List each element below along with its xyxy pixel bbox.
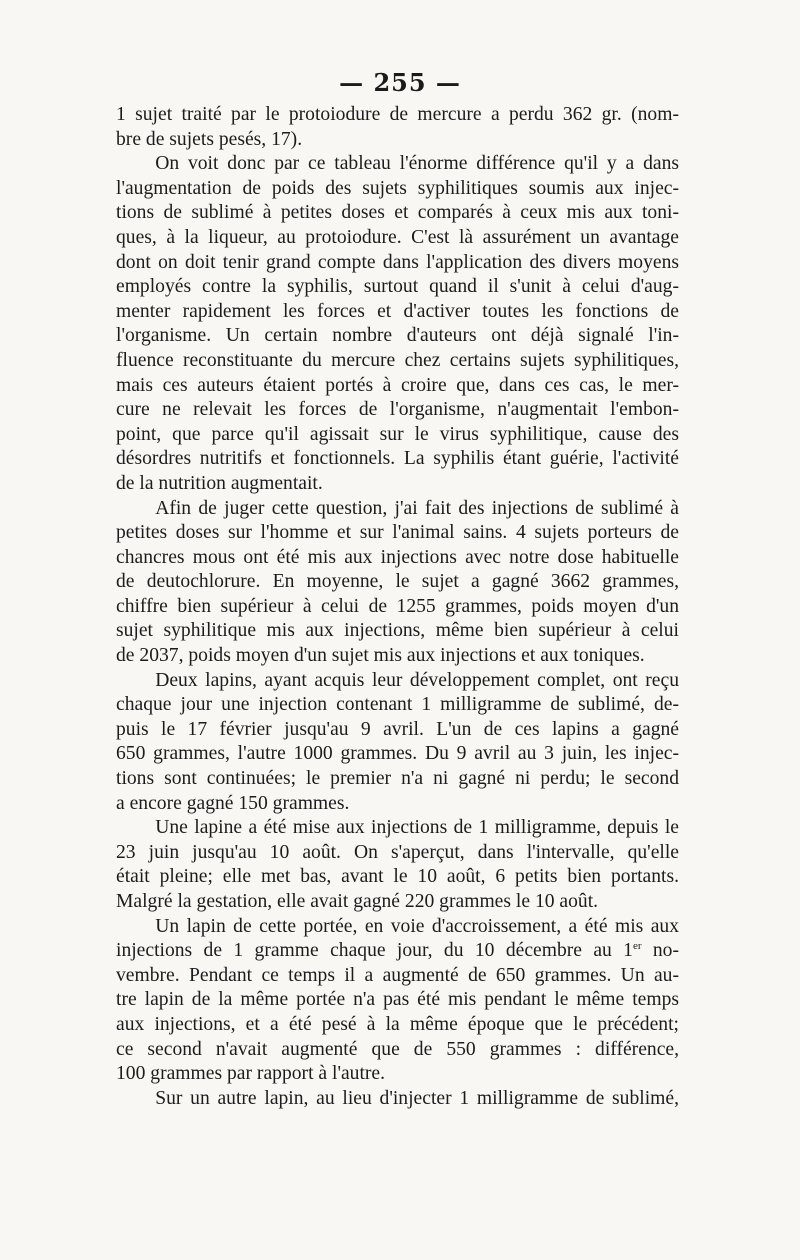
text-line: était pleine; elle met bas, avant le 10 août, 6 petits bien portants.: [116, 866, 679, 888]
text-line: puis le 17 février jusqu'au 9 avril. L'un de ces lapins a gagné: [116, 718, 679, 740]
text-line: de la nutrition augmentait.: [116, 472, 323, 494]
text-line: Un lapin de cette portée, en voie d'accroissement, a été mis aux: [155, 915, 679, 937]
paragraph: [116, 152, 679, 496]
paragraph: [116, 497, 679, 669]
text-line: Deux lapins, ayant acquis leur développement complet, ont reçu: [155, 669, 679, 691]
page-number: — 255 —: [339, 68, 461, 97]
text-line: injections de 1 gramme chaque jour, du 10 décembre au 1er no-: [116, 940, 679, 962]
text-line: employés contre la syphilis, surtout quand il s'unit à celui d'aug-: [116, 276, 679, 298]
text-line: chaque jour une injection contenant 1 milligramme de sublimé, de-: [116, 694, 679, 716]
text-line: sujet syphilitique mis aux injections, même bien supérieur à celui: [116, 620, 679, 642]
text-line: dont on doit tenir grand compte dans l'application des divers moyens: [116, 251, 679, 273]
text-line: de deutochlorure. En moyenne, le sujet a gagné 3662 grammes,: [116, 571, 679, 593]
paragraph: [116, 816, 679, 914]
text-line: désordres nutritifs et fonctionnels. La syphilis étant guérie, l'activité: [116, 448, 679, 470]
paragraph: [116, 669, 679, 817]
text-line: a encore gagné 150 grammes.: [116, 792, 350, 814]
superscript-text: er: [632, 940, 642, 953]
text-line: point, que parce qu'il agissait sur le virus syphilitique, cause des: [116, 423, 679, 445]
text-line: Malgré la gestation, elle avait gagné 220 grammes le 10 août.: [116, 891, 599, 912]
body-text: [116, 103, 679, 1111]
text-line: Sur un autre lapin, au lieu d'injecter 1 milligramme de sublimé,: [155, 1087, 679, 1109]
text-line: de 2037, poids moyen d'un sujet mis aux injections et aux toniques.: [116, 645, 645, 667]
text-line: tions de sublimé à petites doses et comparés à ceux mis aux toni-: [116, 202, 679, 224]
text-line: petites doses sur l'homme et sur l'animal sains. 4 sujets porteurs de: [116, 522, 679, 544]
text-line: aux injections, et a été pesé à la même époque que le précédent;: [116, 1013, 679, 1035]
text-line: On voit donc par ce tableau l'énorme différence qu'il y a dans: [155, 153, 679, 175]
text-line: ce second n'avait augmenté que de 550 grammes : différence,: [116, 1038, 679, 1060]
text-line: 1 sujet traité par le protoiodure de mercure a perdu 362 gr. (nom-: [116, 104, 679, 125]
text-line: l'augmentation de poids des sujets syphilitiques soumis aux injec-: [116, 177, 679, 199]
text-line: cure ne relevait les forces de l'organisme, n'augmentait l'embon-: [116, 399, 679, 421]
text-line: 23 juin jusqu'au 10 août. On s'aperçut, dans l'intervalle, qu'elle: [116, 841, 679, 863]
text-line: chiffre bien supérieur à celui de 1255 grammes, poids moyen d'un: [116, 595, 679, 617]
text-line: menter rapidement les forces et d'activer toutes les fonctions de: [116, 300, 679, 322]
text-line: ques, à la liqueur, au protoiodure. C'est là assurément un avantage: [116, 226, 679, 248]
text-line: bre de sujets pesés, 17).: [116, 128, 303, 150]
text-line: tre lapin de la même portée n'a pas été mis pendant le même temps: [116, 989, 679, 1011]
text-line: Une lapine a été mise aux injections de 1 milligramme, depuis le: [155, 817, 679, 839]
paragraph: [116, 103, 679, 152]
text-line: 650 grammes, l'autre 1000 grammes. Du 9 avril au 3 juin, les injec-: [116, 743, 679, 765]
text-line: chancres mous ont été mis aux injections avec notre dose habituelle: [116, 546, 679, 568]
text-line: fluence reconstituante du mercure chez certains sujets syphilitiques,: [116, 349, 679, 371]
text-line: Afin de juger cette question, j'ai fait des injections de sublimé à: [155, 497, 679, 519]
paragraph: [116, 1087, 679, 1112]
text-line: 100 grammes par rapport à l'autre.: [116, 1063, 386, 1085]
text-line: mais ces auteurs étaient portés à croire que, dans ces cas, le mer-: [116, 374, 679, 396]
text-line: l'organisme. Un certain nombre d'auteurs ont déjà signalé l'in-: [116, 325, 679, 347]
text-line: vembre. Pendant ce temps il a augmenté de 650 grammes. Un au-: [116, 964, 679, 986]
text-line: tions sont continuées; le premier n'a ni gagné ni perdu; le second: [116, 768, 679, 790]
paragraph: [116, 915, 679, 1087]
